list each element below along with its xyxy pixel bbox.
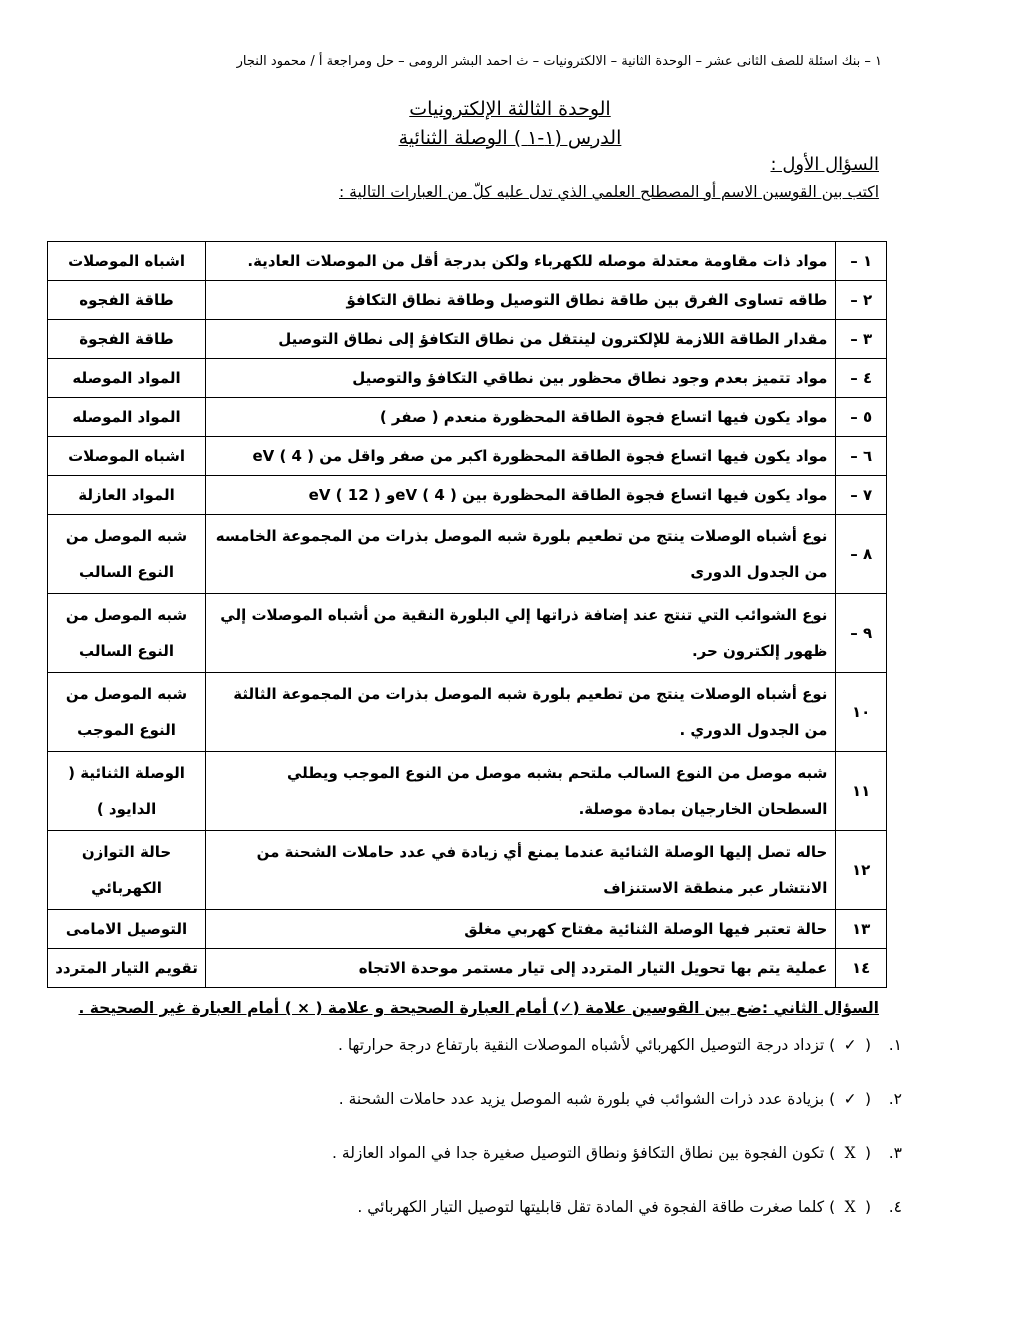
row-number: ١٣ bbox=[836, 910, 887, 949]
row-answer: حالة التوازن الكهربائي bbox=[48, 831, 206, 910]
row-answer: شبه الموصل من النوع السالب bbox=[48, 515, 206, 594]
unit-title: الوحدة الثالثة الإلكترونيات bbox=[409, 98, 611, 120]
table-row bbox=[48, 281, 887, 320]
row-number: ٤ – bbox=[836, 359, 887, 398]
row-statement: نوع أشباه الوصلات ينتج من تطعيم بلورة شبه الموصل بذرات من المجموعة الخامسه من الجدول الدورى bbox=[206, 515, 836, 594]
row-statement: مواد ذات مقاومة معتدلة موصله للكهرباء ولكن بدرجة أقل من الموصلات العادية. bbox=[206, 242, 836, 281]
row-answer: اشباه الموصلات bbox=[48, 437, 206, 476]
row-statement: شبه موصل من النوع السالب ملتحم بشبه موصل من النوع الموجب ويطلي السطحان الخارجيان بمادة موصلة. bbox=[206, 752, 836, 831]
table-row bbox=[48, 242, 887, 281]
true-false-item: ٣. ( X ) تكون الفجوة بين نطاق التكافؤ ونطاق التوصيل صغيرة جدا في المواد العازلة . bbox=[332, 1144, 902, 1162]
row-answer: المواد الموصله bbox=[48, 359, 206, 398]
row-number: ٨ – bbox=[836, 515, 887, 594]
row-answer: المواد العازلة bbox=[48, 476, 206, 515]
row-statement: عملية يتم بها تحويل التيار المتردد إلى تيار مستمر موحدة الاتجاه bbox=[206, 949, 836, 988]
row-answer: طاقة الفجوة bbox=[48, 320, 206, 359]
row-answer: شبه الموصل من النوع السالب bbox=[48, 594, 206, 673]
row-number: ٦ – bbox=[836, 437, 887, 476]
true-false-item: ٤. ( X ) كلما صغرت طاقة الفجوة في المادة تقل قابليتها لتوصيل التيار الكهربائي . bbox=[357, 1198, 902, 1216]
row-number: ١١ bbox=[836, 752, 887, 831]
table-row bbox=[48, 831, 887, 910]
table-row bbox=[48, 910, 887, 949]
row-statement: مواد يكون فيها اتساع فجوة الطاقة المحظورة اكبر من صفر واقل من eV ( 4 ) bbox=[206, 437, 836, 476]
row-statement: مقدار الطاقة اللازمة للإلكترون لينتقل من نطاق التكافؤ إلى نطاق التوصيل bbox=[206, 320, 836, 359]
table-row bbox=[48, 398, 887, 437]
item-number: ٣. bbox=[888, 1144, 902, 1162]
row-statement: طاقه تساوى الفرق بين طاقة نطاق التوصيل وطاقة نطاق التكافؤ bbox=[206, 281, 836, 320]
row-number: ٩ – bbox=[836, 594, 887, 673]
table-row bbox=[48, 949, 887, 988]
question2-heading: السؤال الثاني :ضع بين القوسين علامة (✓) أمام العبارة الصحيحة و علامة ( × ) أمام العبارة غير الصحيحة . bbox=[78, 999, 879, 1017]
row-statement: حاله تصل إليها الوصلة الثنائية عندما يمنع أي زيادة في عدد حاملات الشحنة من الانتشار عبر منطقة الاستنزاف bbox=[206, 831, 836, 910]
row-statement: نوع أشباه الوصلات ينتج من تطعيم بلورة شبه الموصل بذرات من المجموعة الثالثة من الجدول الدوري . bbox=[206, 673, 836, 752]
row-answer: تقويم التيار المتردد bbox=[48, 949, 206, 988]
row-number: ١٠ bbox=[836, 673, 887, 752]
row-number: ١٢ bbox=[836, 831, 887, 910]
table-row bbox=[48, 437, 887, 476]
question1-heading: السؤال الأول : bbox=[770, 154, 879, 175]
row-number: ١٤ bbox=[836, 949, 887, 988]
table-row bbox=[48, 320, 887, 359]
row-number: ٣ – bbox=[836, 320, 887, 359]
table-row bbox=[48, 594, 887, 673]
true-false-item: ١. ( ✓ ) تزداد درجة التوصيل الكهربائي لأشباه الموصلات النقية بارتفاع درجة حرارتها . bbox=[337, 1036, 902, 1054]
item-number: ٤. bbox=[888, 1198, 902, 1216]
item-number: ٢. bbox=[888, 1090, 902, 1108]
answer-mark: ✓ bbox=[843, 1090, 857, 1108]
table-row bbox=[48, 359, 887, 398]
row-answer: شبه الموصل من النوع الموجب bbox=[48, 673, 206, 752]
item-text: كلما صغرت طاقة الفجوة في المادة تقل قابليتها لتوصيل التيار الكهربائي . bbox=[357, 1198, 825, 1216]
table-row bbox=[48, 515, 887, 594]
row-statement: حالة تعتبر فيها الوصلة الثنائية مفتاح كهربي مغلق bbox=[206, 910, 836, 949]
row-statement: نوع الشوائب التي تنتج عند إضافة ذراتها إلي البلورة النقية من أشباه الموصلات إلي ظهور إلكترون حر. bbox=[206, 594, 836, 673]
answer-mark: X bbox=[844, 1144, 856, 1162]
lesson-title: الدرس (١-١ ) الوصلة الثنائية bbox=[398, 127, 622, 149]
page-header: ١ – بنك اسئلة للصف الثانى عشر – الوحدة الثانية – الالكترونيات – ث احمد البشر الرومى – حل ومراجعة أ / محمود النجار bbox=[236, 54, 882, 69]
table-row bbox=[48, 752, 887, 831]
row-number: ٢ – bbox=[836, 281, 887, 320]
title-block bbox=[0, 95, 1020, 153]
row-statement: مواد تتميز بعدم وجود نطاق محظور بين نطاقي التكافؤ والتوصيل bbox=[206, 359, 836, 398]
question1-instruction: اكتب بين القوسين الاسم أو المصطلح العلمي الذي تدل عليه كلّ من العبارات التالية : bbox=[339, 183, 879, 201]
true-false-item: ٢. ( ✓ ) بزيادة عدد ذرات الشوائب في بلورة شبه الموصل يزيد عدد حاملات الشحنة . bbox=[338, 1090, 902, 1108]
answer-mark: X bbox=[844, 1198, 856, 1216]
terms-table bbox=[47, 241, 887, 988]
table-row bbox=[48, 476, 887, 515]
item-number: ١. bbox=[888, 1036, 902, 1054]
row-answer: التوصيل الامامى bbox=[48, 910, 206, 949]
item-text: تزداد درجة التوصيل الكهربائي لأشباه الموصلات النقية بارتفاع درجة حرارتها . bbox=[337, 1036, 825, 1054]
row-number: ١ – bbox=[836, 242, 887, 281]
row-statement: مواد يكون فيها اتساع فجوة الطاقة المحظورة منعدم ( صفر ) bbox=[206, 398, 836, 437]
row-statement: مواد يكون فيها اتساع فجوة الطاقة المحظورة بين eV ( 4 )و eV ( 12 ) bbox=[206, 476, 836, 515]
row-answer: طاقة الفجوه bbox=[48, 281, 206, 320]
item-text: تكون الفجوة بين نطاق التكافؤ ونطاق التوصيل صغيرة جدا في المواد العازلة . bbox=[332, 1144, 825, 1162]
item-text: بزيادة عدد ذرات الشوائب في بلورة شبه الموصل يزيد عدد حاملات الشحنة . bbox=[338, 1090, 825, 1108]
row-answer: المواد الموصله bbox=[48, 398, 206, 437]
row-answer: اشباه الموصلات bbox=[48, 242, 206, 281]
table-row bbox=[48, 673, 887, 752]
answer-mark: ✓ bbox=[843, 1036, 857, 1054]
row-number: ٥ – bbox=[836, 398, 887, 437]
row-answer: الوصلة الثنائية ( الدايود ) bbox=[48, 752, 206, 831]
row-number: ٧ – bbox=[836, 476, 887, 515]
